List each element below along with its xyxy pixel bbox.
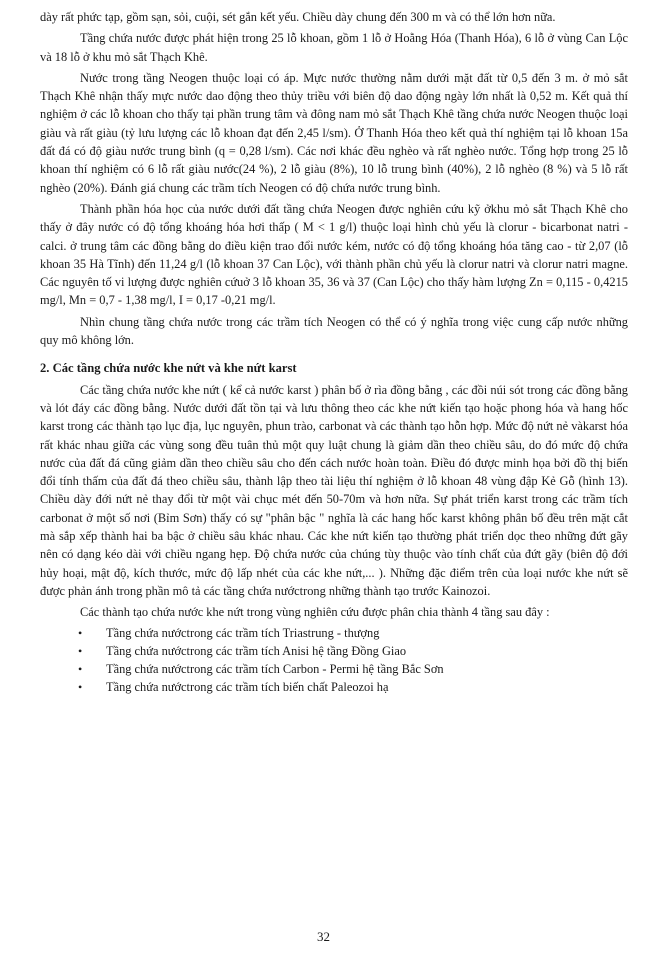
document-page: [40, 8, 628, 697]
bullet-icon: •: [78, 662, 83, 677]
aquifer-list: [40, 624, 628, 697]
list-item: [78, 624, 628, 642]
list-item: [78, 642, 628, 660]
bullet-icon: •: [78, 643, 83, 658]
list-item: [78, 678, 628, 696]
paragraph-1: dày rất phức tạp, gồm sạn, sỏi, cuội, sét gắn kết yếu. Chiều dày chung đến 300 m và có thể lớn hơn nữa.: [40, 10, 556, 24]
list-item-text: Tầng chứa nướctrong các trầm tích Carbon - Permi hệ tầng Bắc Sơn: [106, 662, 444, 677]
list-item-text: Tầng chứa nướctrong các trầm tích biến chất Paleozoi hạ: [106, 680, 389, 695]
paragraph-3: Nước trong tầng Neogen thuộc loại có áp. Mực nước thường nằm dưới mặt đất từ 0,5 đến 3 m. ở mỏ sắt Thạch Khê nhận thấy mực nước dao động theo thủy triều với biên độ dao động ngày lớn nhất là 0,52 m. Kết quả thí nghiệm ở các lỗ khoan cho thấy tại phần trung tâm và đông nam mỏ sắt Thạch Khê tầng chứa nước Neogen thuộc loại giàu và rất giàu (tỷ lưu lượng các lỗ khoan đạt đến 2,45 l/sm). Ở Thanh Hóa theo kết quả thí nghiệm tại lỗ khoan 15a đất đá có độ giàu nước trung bình (q = 0,28 l/sm). Các nơi khác đều nghèo và rất nghèo nước. Tổng hợp trong 25 lỗ khoan thí nghiệm có 6 lỗ rất giàu nước(24 %), 2 lỗ giàu (8%), 10 lỗ trung bình (40%), 2 lỗ nghèo (8 %) và 5 lỗ rất nghèo (20%). Đánh giá chung các trầm tích Neogen có độ chứa nước trung bình.: [40, 70, 628, 195]
paragraph-2: Tầng chứa nước được phát hiện trong 25 lỗ khoan, gồm 1 lỗ ở Hoằng Hóa (Thanh Hóa), 6 lỗ ở vùng Can Lộc và 18 lỗ ở khu mỏ sắt Thạch Khê.: [40, 31, 628, 64]
paragraph-6: Các tầng chứa nước khe nứt ( kể cả nước karst ) phân bố ở rìa đồng bằng , các đồi núi sót trong các đồng bằng và lót đáy các đồng bằng. Nước dưới đất tồn tại và lưu thông theo các khe nứt kiến tạo hoặc phong hóa và hang hốc karst trong các thành tạo lục địa, lục nguyên, phun trào, carbonat và các thành tạo hỗn hợp. Mức độ nứt nẻ vàkarst hóa rất khác nhau giữa các vùng song đều tuân thủ một quy luật chung là giảm dần theo chiều sâu, do đó mức độ chứa nước của đất đá cũng giảm dần theo chiều sâu cho đến cách nước hoàn toàn. Điều đó được minh họa bởi đồ thị biến đổi tính thấm của đất đá theo chiều sâu, thành lập theo tài liệu thí nghiệm ở lỗ khoan 48 vùng đập Kẻ Gỗ (hình 13). Chiều dày đới nứt nẻ thay đổi từ một vài chục mét đến 50-70m và hơn nữa. Sự phát triển karst trong các trầm tích carbonat ở một số nơi (Bỉm Sơn) thấy có sự "phân bậc " nghĩa là các hang hốc karst không phân bố đều trên mặt cắt mà sắp xếp thành hai ba bậc ở chiều sâu khác nhau. Các khe nứt kiến tạo thường phát triển dọc theo những đứt gãy nên có dạng kéo dài với chiều ngang hẹp. Độ chứa nước của chúng tùy thuộc vào tính chất của đứt gãy (biên độ đới hủy hoại, mật độ, kích thước, mức độ lấp nhét của các khe nứt,... ). Những đặc điểm trên của loại nước khe nứt sẽ được phản ánh trong phần mô tả các tầng chứa nướctrong những thành tạo trước Kainozoi.: [40, 382, 628, 598]
page-number: 32: [317, 929, 330, 944]
list-item-text: Tầng chứa nướctrong các trầm tích Anisi hệ tầng Đồng Giao: [106, 643, 407, 658]
paragraph-5: Nhìn chung tầng chứa nước trong các trầm tích Neogen có thể có ý nghĩa trong việc cung cấp nước những quy mô không lớn.: [40, 314, 628, 348]
list-item: [78, 660, 628, 678]
bullet-icon: •: [78, 625, 83, 640]
paragraph-7: Các thành tạo chứa nước khe nứt trong vùng nghiên cứu được phân chia thành 4 tầng sau đây :: [80, 605, 550, 620]
bullet-icon: •: [78, 680, 83, 695]
section-heading: 2. Các tầng chứa nước khe nứt và khe nứt karst: [40, 361, 297, 376]
paragraph-4: Thành phần hóa học của nước dưới đất tầng chứa Neogen được nghiên cứu kỹ ởkhu mỏ sắt Thạch Khê cho thấy ở đây nước có độ tổng khoáng hóa hơi thấp ( M < 1 g/l) thuộc loại hình chủ yếu là clorur - bicarbonat natri - calci. ở trung tâm các đồng bằng do điều kiện trao đổi nước kém, nước có độ tổng khoáng hóa tăng cao - từ 2,07 (lỗ khoan 35 Hà Tĩnh) đến 11,24 g/l (lỗ khoan 37 Can Lộc), với thành phần chủ yếu là clorur natri và clorur natri magne. Các nguyên tố vi lượng được nghiên cứuở 3 lỗ khoan 35, 36 và 37 (Can Lộc) cho thấy hàm lượng Zn = 0,115 - 0,4215 mg/l, Mn = 0,7 - 1,38 mg/l, I = 0,17 -0,21 mg/l.: [40, 201, 628, 308]
list-item-text: Tầng chứa nướctrong các trầm tích Triastrung - thượng: [106, 625, 380, 640]
